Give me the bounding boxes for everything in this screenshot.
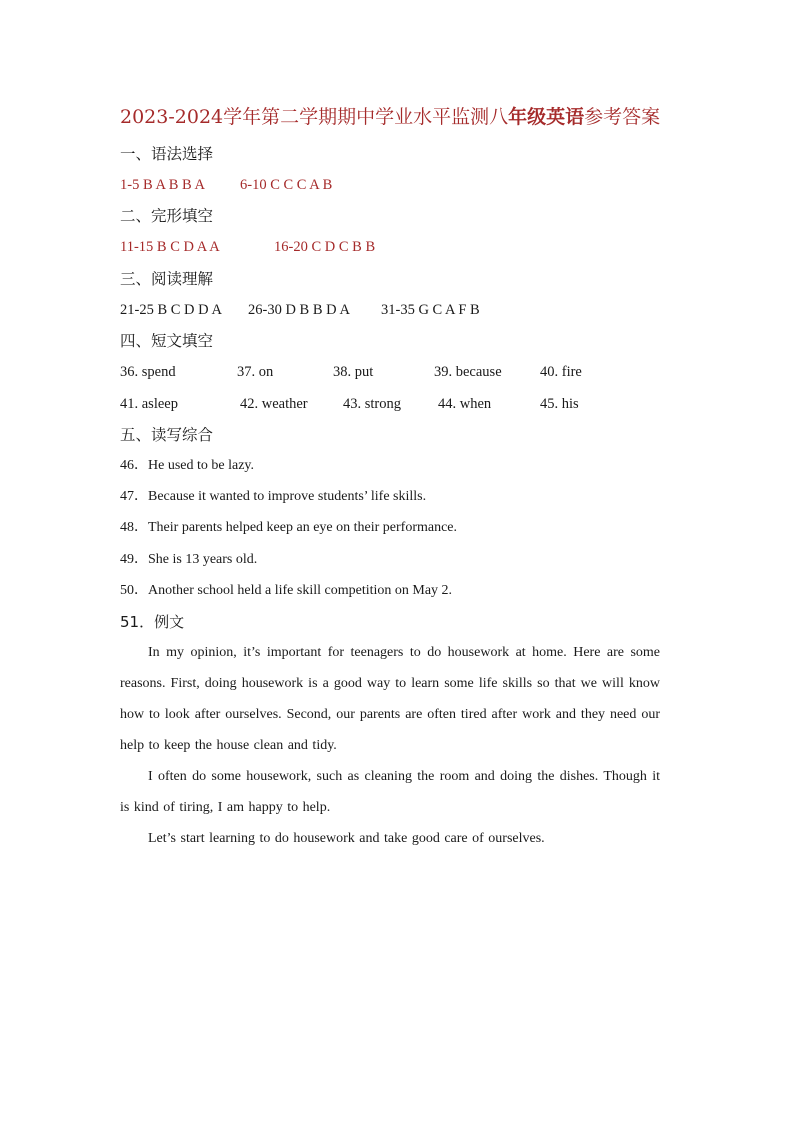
- section-heading-fill-in: 四、短文填空: [120, 332, 214, 350]
- answer-item: 39. because: [434, 364, 502, 380]
- answer-47: 47．Because it wanted to improve students’ life skills.: [120, 489, 427, 504]
- answer-item: 42. weather: [240, 396, 308, 412]
- answer-group: 1-5 B A B B A: [120, 177, 206, 193]
- answer-group: 21-25 B C D D A: [120, 302, 222, 318]
- answer-49: 49．She is 13 years old.: [120, 552, 258, 567]
- answer-item: 40. fire: [540, 364, 582, 380]
- answers-fill-in-row2: [120, 394, 579, 414]
- answers-fill-in-row1: [120, 362, 582, 382]
- essay-paragraph: Let’s start learning to do housework and take good care of ourselves.: [148, 831, 545, 846]
- answer-group: 11-15 B C D A A: [120, 239, 220, 255]
- answer-group: 26-30 D B B D A: [248, 302, 350, 318]
- answer-48: 48．Their parents helped keep an eye on their performance.: [120, 520, 458, 535]
- answer-item: 45. his: [540, 396, 579, 412]
- answers-reading: [120, 300, 480, 320]
- answer-item: 36. spend: [120, 364, 176, 380]
- title-part2: 年级英语: [508, 106, 585, 128]
- sample-essay: [120, 637, 660, 854]
- essay-paragraph: I often do some housework, such as cleaning the room and doing the dishes. Though it is kind of tiring, I am happy to help.: [120, 769, 660, 815]
- answer-group: 16-20 C D C B B: [274, 239, 376, 255]
- answer-group: 6-10 C C C A B: [240, 177, 333, 193]
- section-heading-reading-writing: 五、读写综合: [120, 426, 214, 444]
- section-heading-grammar: 一、语法选择: [120, 145, 214, 163]
- answer-item: 37. on: [237, 364, 274, 380]
- section-heading-cloze: 二、完形填空: [120, 207, 214, 225]
- title-part1: 2023-2024学年第二学期期中学业水平监测八: [120, 106, 509, 128]
- title-part3: 参考答案: [584, 106, 661, 128]
- section-heading-reading: 三、阅读理解: [120, 270, 214, 288]
- answer-50: 50．Another school held a life skill competition on May 2.: [120, 583, 453, 598]
- answer-group: 31-35 G C A F B: [381, 302, 480, 318]
- essay-label: 51．例文: [120, 613, 185, 631]
- answer-item: 38. put: [333, 364, 374, 380]
- page-title: [120, 104, 660, 130]
- answer-item: 41. asleep: [120, 396, 178, 412]
- answer-item: 43. strong: [343, 396, 401, 412]
- answers-grammar: [120, 175, 332, 195]
- answer-46: 46．He used to be lazy.: [120, 458, 254, 473]
- essay-paragraph: In my opinion, it’s important for teenagers to do housework at home. Here are some reasons. First, doing housework is a good way to learn some life skills so that we will know how to look after ourselves. Second, our parents are often tired after work and they need our help to keep the house clean and tidy.: [120, 645, 660, 753]
- answers-cloze: [120, 237, 375, 257]
- answer-item: 44. when: [438, 396, 492, 412]
